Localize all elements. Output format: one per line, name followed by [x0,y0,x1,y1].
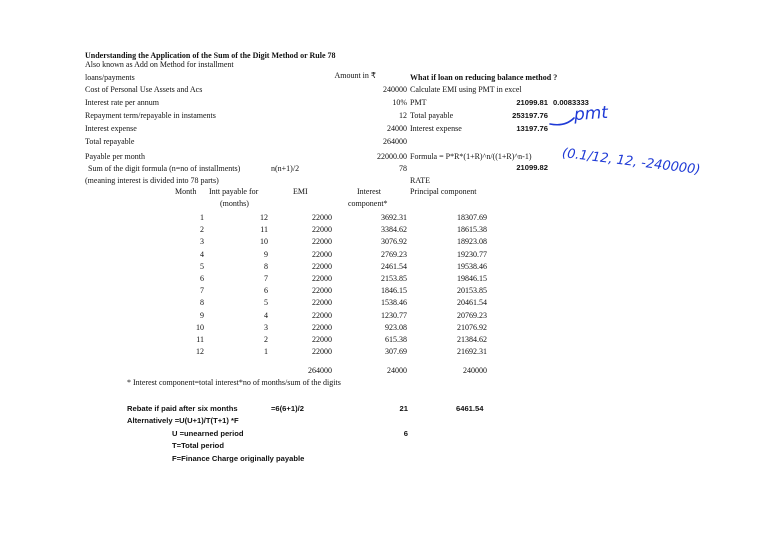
row-label: Interest expense [85,124,137,133]
cell-principal: 19846.15 [457,274,487,283]
cell-interest: 1846.15 [381,286,407,296]
document-title: Understanding the Application of the Sum of the Digit Method or Rule 78 [85,51,336,60]
cell-emi: 22000 [312,286,332,296]
row-value: 78 [399,164,407,173]
rebate-value: 21 [399,404,408,413]
cell-principal: 18615.38 [457,225,487,235]
col-intt-header-sub: (months) [220,199,249,208]
cell-principal: 21384.62 [457,335,487,344]
left-header: loans/payments [85,73,135,82]
row-value: 22000.00 [377,152,407,161]
cell-emi: 22000 [312,274,332,283]
f-definition: F=Finance Charge originally payable [172,454,305,463]
row-value: 12 [399,111,407,120]
total-principal: 240000 [463,366,487,375]
amount-header: Amount in ₹ [334,71,376,80]
cell-month: 9 [200,310,204,320]
cell-intt-months: 8 [264,261,268,271]
cell-interest: 1538.46 [381,298,407,308]
cell-intt-months: 7 [264,274,268,283]
cell-emi: 22000 [312,249,332,259]
row-right: PMT [410,98,427,107]
cell-month: 4 [200,249,204,259]
cell-month: 3 [200,237,204,247]
row-label: Total repayable [85,137,135,146]
t-definition: T=Total period [172,441,224,450]
cell-principal: 21692.31 [457,347,487,357]
cell-month: 7 [200,286,204,296]
cell-interest: 2461.54 [381,261,407,271]
cell-principal: 20461.54 [457,298,487,308]
row-value: 10% [392,98,407,107]
rate-label: RATE [410,176,430,185]
cell-month: 2 [200,225,204,235]
cell-principal: 20769.23 [457,310,487,320]
cell-month: 8 [200,298,204,308]
emi-formula: Formula = P*R*(1+R)^n/((1+R)^n-1) [410,152,532,161]
handwritten-pmt: pmt [573,102,609,126]
cell-intt-months: 2 [264,335,268,344]
handwritten-pmt-args: (0.1/12, 12, -240000) [561,146,702,178]
cell-principal: 18307.69 [457,213,487,222]
cell-interest: 923.08 [385,322,407,332]
rebate-formula: =6(6+1)/2 [271,404,304,413]
col-interest-header: Interest [357,187,381,196]
cell-principal: 19538.46 [457,261,487,271]
row-right: Calculate EMI using PMT in excel [410,85,522,94]
cell-intt-months: 11 [260,225,268,235]
cell-principal: 18923.08 [457,237,487,247]
sod-formula: n(n+1)/2 [271,164,300,173]
cell-month: 6 [200,274,204,283]
cell-interest: 2153.85 [381,274,407,283]
cell-intt-months: 4 [264,310,268,320]
alt-value: 6 [403,429,408,438]
rebate-amount: 6461.54 [456,404,484,413]
formula-result: 21099.82 [516,163,548,172]
u-definition: U =unearned period [172,429,244,438]
cell-emi: 22000 [312,322,332,332]
cell-intt-months: 1 [264,347,268,357]
cell-interest: 3076.92 [381,237,407,247]
cell-emi: 22000 [312,213,332,222]
row-label: Interest rate per annum [85,98,159,107]
cell-emi: 22000 [312,310,332,320]
cell-intt-months: 3 [264,322,268,332]
rebate-label: Rebate if paid after six months [127,404,238,413]
cell-month: 12 [196,347,204,357]
cell-interest: 2769.23 [381,249,407,259]
row-label: Repayment term/repayable in instaments [85,111,216,120]
cell-intt-months: 10 [260,237,268,247]
cell-month: 11 [196,335,204,344]
cell-emi: 22000 [312,237,332,247]
interest-expense-value: 13197.76 [516,124,548,133]
col-month-header: Month [175,187,197,196]
row-value: 264000 [383,137,407,146]
cell-interest: 3692.31 [381,213,407,222]
col-intt-header: Intt payable for [209,187,259,196]
row-label: Cost of Personal Use Assets and Acs [85,85,203,94]
total-emi: 264000 [308,366,332,375]
cell-interest: 615.38 [385,335,407,344]
row-value: 240000 [383,85,407,94]
cell-month: 5 [200,261,204,271]
cell-emi: 22000 [312,347,332,357]
rebate-alt-formula: Alternatively =U(U+1)/T(T+1) *F [127,416,239,425]
cell-intt-months: 9 [264,249,268,259]
total-payable-value: 253197.76 [512,111,548,120]
cell-principal: 19230.77 [457,249,487,259]
monthly-rate-value: 0.0083333 [553,98,589,107]
cell-month: 1 [200,213,204,222]
row-label: Sum of the digit formula (n=no of installments) [88,164,241,173]
subtitle: Also known as Add on Method for installment [85,60,234,69]
cell-emi: 22000 [312,335,332,344]
cell-intt-months: 6 [264,286,268,296]
cell-principal: 21076.92 [457,322,487,332]
cell-intt-months: 5 [264,298,268,308]
cell-emi: 22000 [312,225,332,235]
cell-interest: 307.69 [385,347,407,357]
table-footnote: * Interest component=total interest*no of months/sum of the digits [127,378,341,387]
row-right: Total payable [410,111,454,120]
total-interest: 24000 [387,366,407,375]
row-right: Interest expense [410,124,462,133]
col-interest-header-sub: component* [348,199,388,208]
cell-principal: 20153.85 [457,286,487,296]
cell-emi: 22000 [312,261,332,271]
cell-month: 10 [196,322,204,332]
right-header: What if loan on reducing balance method ? [410,73,558,82]
cell-interest: 3384.62 [381,225,407,235]
pmt-value: 21099.81 [516,98,548,107]
row-label: (meaning interest is divided into 78 parts) [85,176,219,185]
row-label: Payable per month [85,152,145,161]
col-principal-header: Principal component [410,187,477,196]
col-emi-header: EMI [293,187,308,196]
cell-intt-months: 12 [260,213,268,222]
cell-emi: 22000 [312,298,332,308]
cell-interest: 1230.77 [381,310,407,320]
row-value: 24000 [387,124,407,133]
